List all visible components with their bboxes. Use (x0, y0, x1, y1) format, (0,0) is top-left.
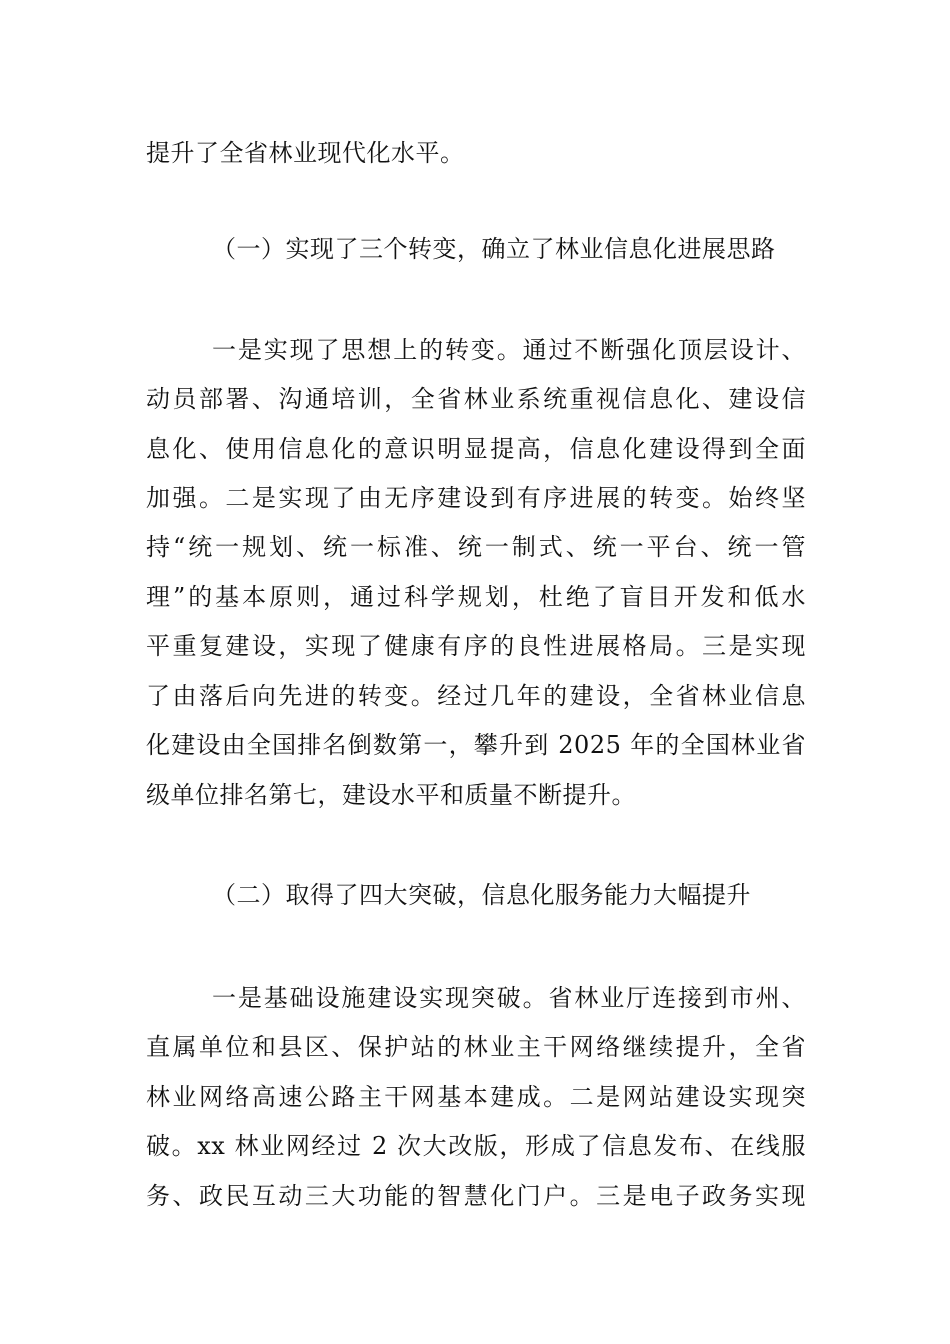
section-heading-2: （二）取得了四大突破，信息化服务能力大幅提升 (212, 881, 751, 909)
paragraph-line: 级单位排名第七，建设水平和质量不断提升。 (146, 781, 636, 809)
section-heading-1: （一）实现了三个转变，确立了林业信息化进展思路 (212, 235, 776, 263)
paragraph-line: 理”的基本原则，通过科学规划，杜绝了盲目开发和低水 (146, 583, 806, 611)
paragraph-line: 提升了全省林业现代化水平。 (146, 139, 465, 167)
paragraph-line: 平重复建设，实现了健康有序的良性进展格局。三是实现 (146, 632, 806, 660)
paragraph-line: 破。xx 林业网经过 2 次大改版，形成了信息发布、在线服 (146, 1132, 806, 1160)
paragraph-line: 息化、使用信息化的意识明显提高，信息化建设得到全面 (146, 435, 806, 463)
paragraph-line: 务、政民互动三大功能的智慧化门户。三是电子政务实现 (146, 1182, 806, 1210)
paragraph-line: 林业网络高速公路主干网基本建成。二是网站建设实现突 (146, 1083, 806, 1111)
paragraph-line: 一是基础设施建设实现突破。省林业厅连接到市州、 (212, 984, 806, 1012)
paragraph-line: 持“统一规划、统一标准、统一制式、统一平台、统一管 (146, 533, 806, 561)
paragraph-line: 化建设由全国排名倒数第一，攀升到 2025 年的全国林业省 (146, 731, 806, 759)
paragraph-line: 动员部署、沟通培训，全省林业系统重视信息化、建设信 (146, 385, 806, 413)
paragraph-line: 加强。二是实现了由无序建设到有序进展的转变。始终坚 (146, 484, 806, 512)
paragraph-line: 直属单位和县区、保护站的林业主干网络继续提升，全省 (146, 1033, 806, 1061)
paragraph-line: 了由落后向先进的转变。经过几年的建设，全省林业信息 (146, 682, 806, 710)
paragraph-line: 一是实现了思想上的转变。通过不断强化顶层设计、 (212, 336, 806, 364)
